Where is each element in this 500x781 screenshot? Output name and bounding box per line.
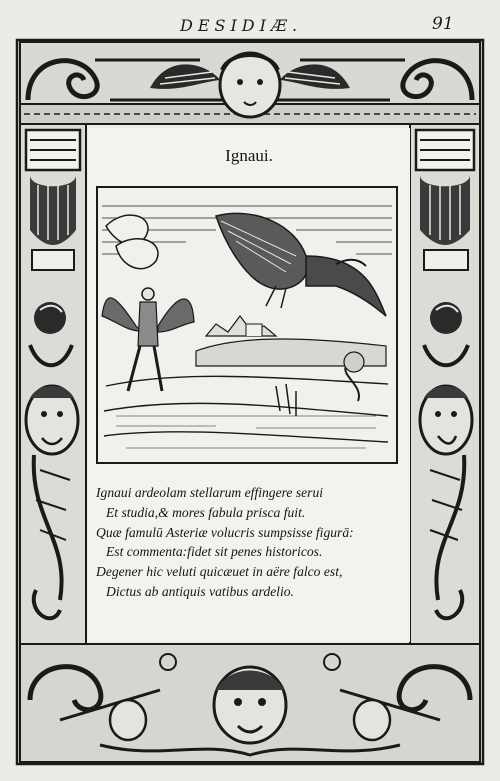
verse-line: Dictus ab antiquis vatibus ardelio. bbox=[106, 583, 294, 599]
emblem-title: Ignaui. bbox=[225, 146, 273, 165]
verse-line: Et studia,& mores fabula prisca fuit. bbox=[106, 504, 306, 520]
emblem-verse bbox=[96, 483, 408, 602]
bottom-ornament bbox=[20, 644, 480, 762]
woodcut-illustration bbox=[96, 186, 398, 464]
verse-line: Quæ famulū Asteriæ volucris sumpsisse figurā: bbox=[96, 524, 354, 540]
running-head: DESIDIÆ. bbox=[180, 16, 303, 35]
verse-line: Est commenta:fidet sit penes historicos. bbox=[106, 544, 323, 560]
right-column bbox=[410, 124, 480, 644]
left-column bbox=[20, 124, 86, 644]
verse-line: Ignaui ardeolam stellarum effingere serui bbox=[96, 485, 324, 500]
page-number: 91 bbox=[432, 14, 454, 34]
verse-line: Degener hic veluti quicæuet in aëre falco est, bbox=[96, 564, 343, 580]
